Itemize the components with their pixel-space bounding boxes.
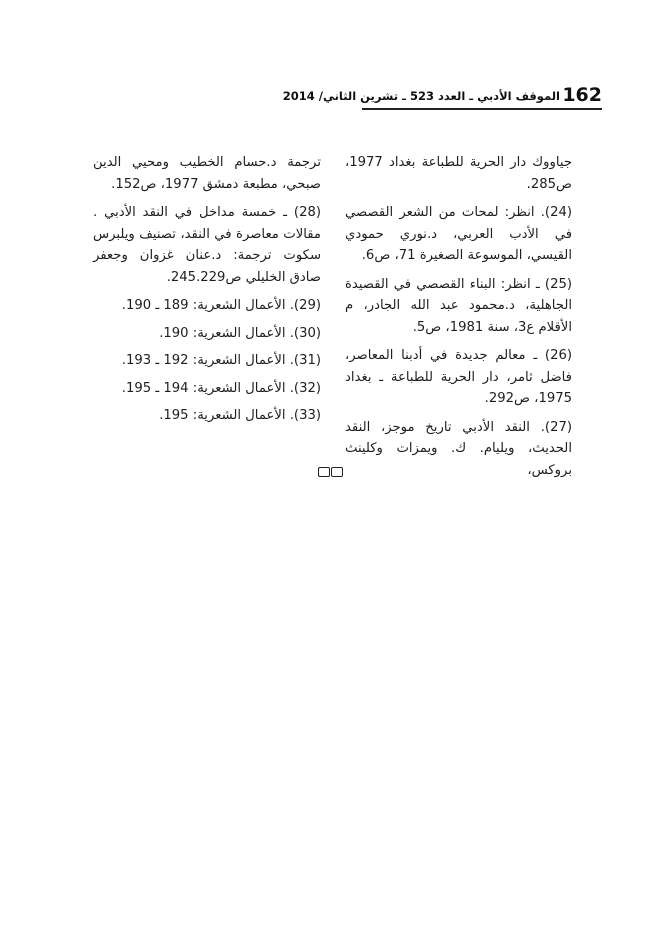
header-rule [362, 108, 602, 110]
notes-column-left [93, 152, 321, 433]
footnote-29: (29). الأعمال الشعرية: 189 ـ 190. [121, 298, 321, 313]
page-number: 162 [562, 84, 602, 106]
footnote-32: (32). الأعمال الشعرية: 194 ـ 195. [121, 380, 321, 396]
end-box-icon [318, 467, 330, 477]
footnote-31: (31). الأعمال الشعرية: 192 ـ 193. [121, 353, 321, 368]
end-of-article-mark [318, 467, 344, 478]
footnote-27: (27). النقد الأدبي تاريخ موجز، النقد الحديث، ويليام. ك. ويمزات وكلينث بروكس، [345, 419, 572, 478]
footnote-23-continued: جياووك دار الحرية للطباعة بغداد 1977، ص285. [345, 155, 572, 192]
footnote-25: (25) ـ انظر: البناء القصصي في القصيدة الجاهلية، د.محمود عبد الله الجادر، م الأقلام ع3، سنة 1981، ص5. [345, 276, 572, 335]
footnote-26: (26) ـ معالم جديدة في أدبنا المعاصر، فاضل ثامر، دار الحرية للطباعة ـ بغداد 1975، ص292. [345, 348, 572, 406]
footnote-30: (30). الأعمال الشعرية: 190. [159, 325, 321, 341]
running-head: الموقف الأدبي ـ العدد 523 ـ تشرين الثاني/ 2014 [282, 89, 560, 103]
footnote-27-continued: ترجمة د.حسام الخطيب ومحيي الدين صبحي، مطبعة دمشق 1977، ص152. [93, 155, 321, 192]
page-header [282, 84, 602, 110]
notes-column-right [345, 152, 572, 488]
footnote-28: (28) ـ خمسة مداخل في النقد الأدبي . مقالات معاصرة في النقد، تصنيف ويلبرس سكوت ترجمة: د.عنان غزوان وجعفر صادق الخليلي ص245.229. [93, 205, 321, 285]
end-box-icon [331, 467, 343, 477]
footnote-24: (24). انظر: لمحات من الشعر القصصي في الأدب العربي، د.نوري حمودي القيسي، الموسوعة الصغيرة 71، ص6. [345, 205, 572, 263]
footnote-33: (33). الأعمال الشعرية: 195. [159, 408, 321, 423]
